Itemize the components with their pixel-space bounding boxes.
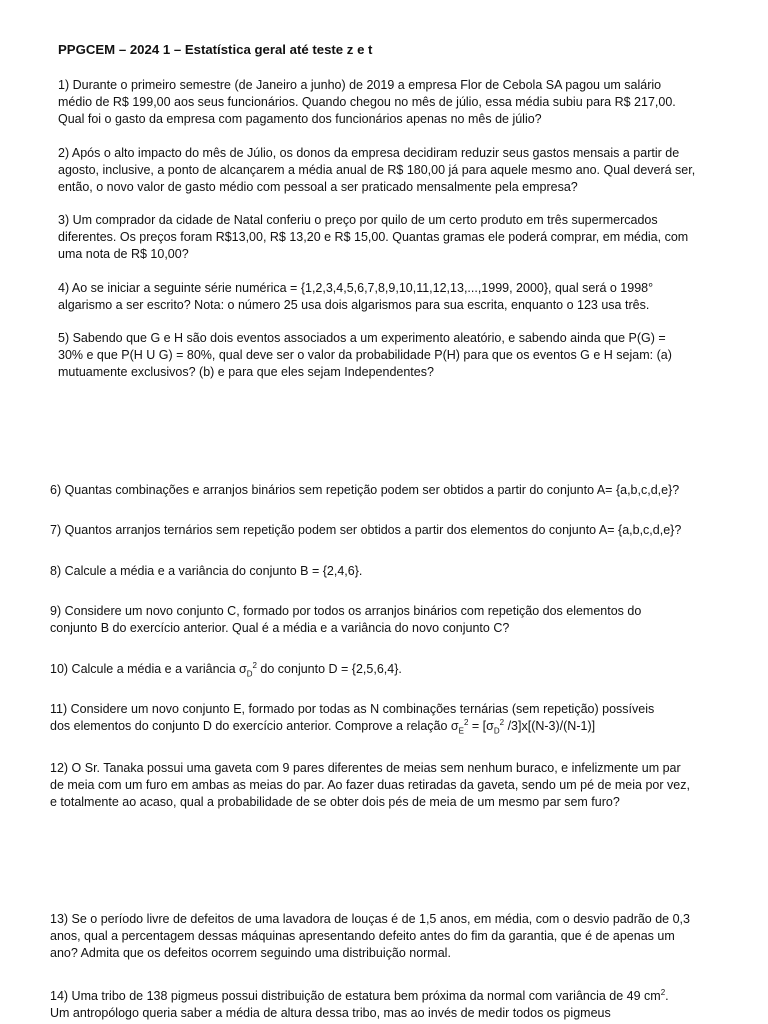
question-10 — [50, 661, 722, 678]
question-11-line-2 — [50, 718, 722, 735]
question-8 — [50, 563, 722, 580]
question-4-line-1: 4) Ao se iniciar a seguinte série numérica = {1,2,3,4,5,6,7,8,9,10,11,12,13,...,1999, 2000}, qual será o 1998° — [58, 281, 654, 295]
question-13-line-1: 13) Se o período livre de defeitos de uma lavadora de louças é de 1,5 anos, em média, com o desvio padrão de 0,3 — [50, 912, 690, 926]
question-9-line-1: 9) Considere um novo conjunto C, formado por todos os arranjos binários com repetição dos elementos do — [50, 604, 642, 618]
question-5-line-1: 5) Sabendo que G e H são dois eventos associados a um experimento aleatório, e sabendo ainda que P(G) = — [58, 331, 666, 345]
question-14-text-start: 14) Uma tribo de 138 pigmeus possui distribuição de estatura bem próxima da normal com variância de 49 cm — [50, 989, 661, 1003]
question-7 — [50, 522, 722, 539]
question-11-text-start: dos elementos do conjunto D do exercício anterior. Comprove a relação σ — [50, 719, 459, 733]
question-2 — [58, 145, 722, 196]
question-13-line-2: anos, qual a percentagem dessas máquinas apresentando defeito antes do fim da garantia, que é de apenas um — [50, 929, 675, 943]
question-11-text-end: /3]x[(N-3)/(N-1)] — [504, 719, 596, 733]
question-10-text-end: do conjunto D = {2,5,6,4}. — [256, 662, 402, 676]
question-5-line-3: mutuamente exclusivos? (b) e para que eles sejam Independentes? — [58, 365, 434, 379]
question-4-line-2: algarismo a ser escrito? Nota: o número 25 usa dois algarismos para sua escrita, enquanto o 123 usa três. — [58, 298, 650, 312]
question-3-line-3: uma nota de R$ 10,00? — [58, 247, 189, 261]
question-4 — [58, 280, 722, 314]
question-1-line-1: 1) Durante o primeiro semestre (de Janeiro a junho) de 2019 a empresa Flor de Cebola SA pagou um salário — [58, 78, 662, 92]
question-11-text-mid: = [σ — [468, 719, 494, 733]
question-2-line-1: 2) Após o alto impacto do mês de Júlio, os donos da empresa decidiram reduzir seus gastos mensais a partir de — [58, 146, 680, 160]
question-14 — [50, 988, 722, 1022]
question-1 — [58, 77, 722, 128]
question-2-line-3: então, o novo valor de gasto médio com pessoal a ser praticado mensalmente pela empresa? — [58, 180, 578, 194]
question-6-line-1: 6) Quantas combinações e arranjos binários sem repetição podem ser obtidos a partir do conjunto A= {a,b,c,d,e}? — [50, 483, 680, 497]
question-11-superscript-d: 2 — [499, 717, 505, 727]
question-2-line-2: agosto, inclusive, a ponto de alcançarem a média anual de R$ 180,00 já para aquele mesmo ano. Qual deverá ser, — [58, 163, 696, 177]
question-11-subscript-e: E — [458, 726, 464, 736]
question-5-line-2: 30% e que P(H U G) = 80%, qual deve ser o valor da probabilidade P(H) para que os eventos G e H sejam: (a) — [58, 348, 672, 362]
question-11 — [50, 701, 722, 735]
question-6 — [50, 482, 722, 499]
question-3 — [58, 212, 722, 263]
question-1-line-3: Qual foi o gasto da empresa com pagamento dos funcionários apenas no mês de júlio? — [58, 112, 542, 126]
question-10-text-start: 10) Calcule a média e a variância σ — [50, 662, 247, 676]
question-12-line-3: e totalmente ao acaso, qual a probabilidade de se obter dois pés de meia de um mesmo par sem furo? — [50, 795, 620, 809]
question-8-line-1: 8) Calcule a média e a variância do conjunto B = {2,4,6}. — [50, 564, 363, 578]
question-3-line-2: diferentes. Os preços foram R$13,00, R$ 13,20 e R$ 15,00. Quantas gramas ele poderá comprar, em média, com — [58, 230, 689, 244]
question-5 — [58, 330, 722, 381]
question-13 — [50, 911, 722, 962]
question-12 — [50, 760, 722, 811]
question-14-superscript: 2 — [660, 987, 666, 997]
question-3-line-1: 3) Um comprador da cidade de Natal conferiu o preço por quilo de um certo produto em três supermercados — [58, 213, 658, 227]
page-title: PPGCEM – 2024 1 – Estatística geral até teste z e t — [58, 42, 373, 57]
question-1-line-2: médio de R$ 199,00 aos seus funcionários. Quando chegou no mês de júlio, essa média subiu para R$ 217,00. — [58, 95, 676, 109]
question-7-line-1: 7) Quantos arranjos ternários sem repetição podem ser obtidos a partir dos elementos do conjunto A= {a,b,c,d,e}? — [50, 523, 682, 537]
question-13-line-3: ano? Admita que os defeitos ocorrem seguindo uma distribuição normal. — [50, 946, 451, 960]
question-10-superscript: 2 — [252, 660, 257, 670]
question-10-line-1 — [50, 661, 722, 678]
question-11-subscript-d: D — [493, 726, 500, 736]
question-9 — [50, 603, 722, 637]
question-9-line-2: conjunto B do exercício anterior. Qual é a média e a variância do novo conjunto C? — [50, 621, 510, 635]
question-14-line-2: Um antropólogo queria saber a média de altura dessa tribo, mas ao invés de medir todos os pigmeus — [50, 1006, 611, 1020]
question-12-line-2: de meia com um furo em ambas as meias do par. Ao fazer duas retiradas da gaveta, sendo um pé de meia por vez, — [50, 778, 690, 792]
question-12-line-1: 12) O Sr. Tanaka possui uma gaveta com 9 pares diferentes de meias sem nenhum buraco, e infelizmente um par — [50, 761, 681, 775]
question-11-line-1: 11) Considere um novo conjunto E, formado por todas as N combinações ternárias (sem repetição) possíveis — [50, 702, 655, 716]
question-10-subscript: D — [246, 669, 253, 679]
question-14-text-end: . — [665, 989, 669, 1003]
question-11-superscript-e: 2 — [463, 717, 469, 727]
question-14-line-1 — [50, 988, 722, 1005]
